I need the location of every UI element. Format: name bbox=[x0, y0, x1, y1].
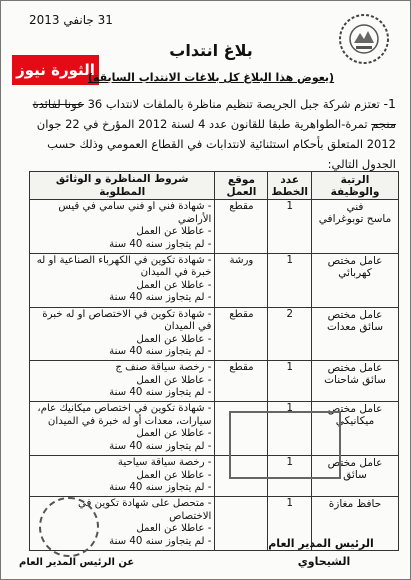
job-conditions-cell bbox=[30, 361, 215, 402]
condition-line: - لم يتجاوز سنه 40 سنة bbox=[109, 387, 212, 399]
condition-line: - لم يتجاوز سنه 40 سنة bbox=[109, 440, 212, 452]
header-conditions: شروط المناظرة و الوثائق المطلوبة bbox=[30, 172, 215, 200]
job-title-line: كهربائي bbox=[338, 266, 372, 279]
header-count: عدد الخطط bbox=[268, 172, 312, 200]
condition-line: - لم يتجاوز سنه 40 سنة bbox=[109, 292, 212, 304]
job-count-cell: 1 bbox=[268, 200, 312, 254]
job-title-line: عامل مختص bbox=[327, 362, 383, 375]
condition-line: - شهادة تكوين في الاختصاص أو له خبرة في الميدان bbox=[42, 308, 212, 333]
intro-paragraph bbox=[21, 94, 396, 174]
job-title-line: حافظ مغازة bbox=[328, 498, 382, 511]
company-logo-icon bbox=[338, 13, 390, 65]
table-body bbox=[30, 200, 399, 551]
job-count-cell: 1 bbox=[268, 253, 312, 307]
condition-line: - شهادة تكوين في اختصاص ميكانيك عام، سيارات، معدات أو له خبرة في الميدان bbox=[37, 403, 212, 427]
job-title-cell bbox=[312, 253, 399, 307]
job-title-line: عامل مختص bbox=[327, 308, 383, 321]
job-title-line: سائق شاحنات bbox=[324, 374, 386, 387]
table-row bbox=[30, 307, 399, 361]
condition-line: - عاطلا عن العمل bbox=[136, 374, 212, 386]
notice-title: بلاغ انتداب bbox=[169, 41, 253, 60]
round-seal-stamp bbox=[39, 497, 99, 557]
job-conditions-cell bbox=[30, 200, 215, 254]
condition-line: - عاطلا عن العمل bbox=[136, 333, 212, 345]
signer-name: الشيحاوي bbox=[297, 555, 351, 568]
condition-line: - لم يتجاوز سنه 40 سنة bbox=[109, 535, 212, 547]
job-title-line: ماسح توبوغرافي bbox=[318, 213, 392, 225]
intro-text-b: تمرة-الطواهرية طبقا للقانون عدد 4 لسنة 2012 المؤرخ في 22 جوان 2012 المتعلق بأحكام استثنائية لانتدابات في القطاع العمومي وذلك حسب الجدول التالي: bbox=[36, 117, 396, 171]
job-site-cell: مقطع bbox=[215, 307, 268, 361]
job-title-line: عامل مختص bbox=[327, 457, 383, 470]
newspaper-badge: الثورة نيوز bbox=[12, 55, 99, 85]
job-title-cell bbox=[312, 307, 399, 361]
job-count-cell: 1 bbox=[268, 456, 312, 497]
table-row bbox=[30, 361, 399, 402]
condition-line: - لم يتجاوز سنه 40 سنة bbox=[109, 238, 212, 250]
signer-title: الرئيس المدير العام bbox=[268, 537, 374, 550]
table-row bbox=[30, 200, 399, 254]
left-signature: عن الرئيس المدير العام bbox=[19, 557, 135, 568]
jobs-table bbox=[29, 171, 399, 551]
job-count-cell: 2 bbox=[268, 307, 312, 361]
intro-struck-text: عونا لفائدة منجم bbox=[32, 97, 396, 131]
condition-line: - متحصل على شهادة تكوين في الاختصاص bbox=[78, 498, 212, 522]
job-site-cell: ورشة bbox=[215, 253, 268, 307]
header-title: الرتبة والوظيفة bbox=[312, 172, 399, 200]
intro-text-a: تعتزم شركة جبل الجريصة تنظيم مناظرة بالملفات لانتداب 36 bbox=[83, 97, 384, 111]
job-count-cell: 1 bbox=[268, 361, 312, 402]
job-count-cell: 1 bbox=[268, 497, 312, 551]
condition-line: - عاطلا عن العمل bbox=[136, 428, 212, 440]
condition-line: - عاطلا عن العمل bbox=[136, 469, 212, 481]
condition-line: - رخصة سياقة سياحية bbox=[117, 457, 212, 469]
job-title-line: عامل مختص bbox=[327, 254, 383, 267]
table-row bbox=[30, 456, 399, 497]
job-conditions-cell bbox=[30, 307, 215, 361]
table-header-row bbox=[30, 172, 399, 200]
job-conditions-cell bbox=[30, 402, 215, 456]
job-title-line: سائق bbox=[343, 469, 367, 482]
condition-line: - شهادة تكوين في الكهرباء الصناعية أو له خبرة في الميدان bbox=[36, 254, 212, 279]
job-title-line: سائق معدات bbox=[326, 320, 384, 333]
job-title-line: فني bbox=[346, 201, 364, 213]
condition-line: - عاطلا عن العمل bbox=[136, 226, 212, 237]
date-stamp bbox=[229, 411, 341, 479]
job-title-line: ميكانيكي bbox=[335, 415, 375, 428]
job-conditions-cell bbox=[30, 456, 215, 497]
job-title-line: عامل مختص bbox=[327, 403, 383, 416]
job-conditions-cell bbox=[30, 253, 215, 307]
job-site-cell: مقطع bbox=[215, 200, 268, 254]
condition-line: - عاطلا عن العمل bbox=[136, 523, 212, 535]
publication-date: 31 جانفي 2013 bbox=[29, 13, 113, 27]
condition-line: - شهادة فني أو فني سامي في قيس الأراضي bbox=[58, 201, 212, 225]
table-row bbox=[30, 402, 399, 456]
notice-subtitle: (يعوض هذا البلاغ كل بلاغات الانتداب السابقة) bbox=[87, 71, 335, 84]
job-count-cell: 1 bbox=[268, 402, 312, 456]
condition-line: - عاطلا عن العمل bbox=[136, 279, 212, 291]
job-site-cell: مقطع bbox=[215, 361, 268, 402]
intro-number: 1- bbox=[383, 96, 396, 111]
condition-line: - رخصة سياقة صنف ج bbox=[115, 362, 212, 374]
condition-line: - لم يتجاوز سنه 40 سنة bbox=[109, 346, 212, 358]
table-row bbox=[30, 253, 399, 307]
job-title-cell bbox=[312, 361, 399, 402]
condition-line: - لم يتجاوز سنه 40 سنة bbox=[109, 482, 212, 494]
job-title-cell bbox=[312, 200, 399, 254]
header-site: موقع العمل bbox=[215, 172, 268, 200]
